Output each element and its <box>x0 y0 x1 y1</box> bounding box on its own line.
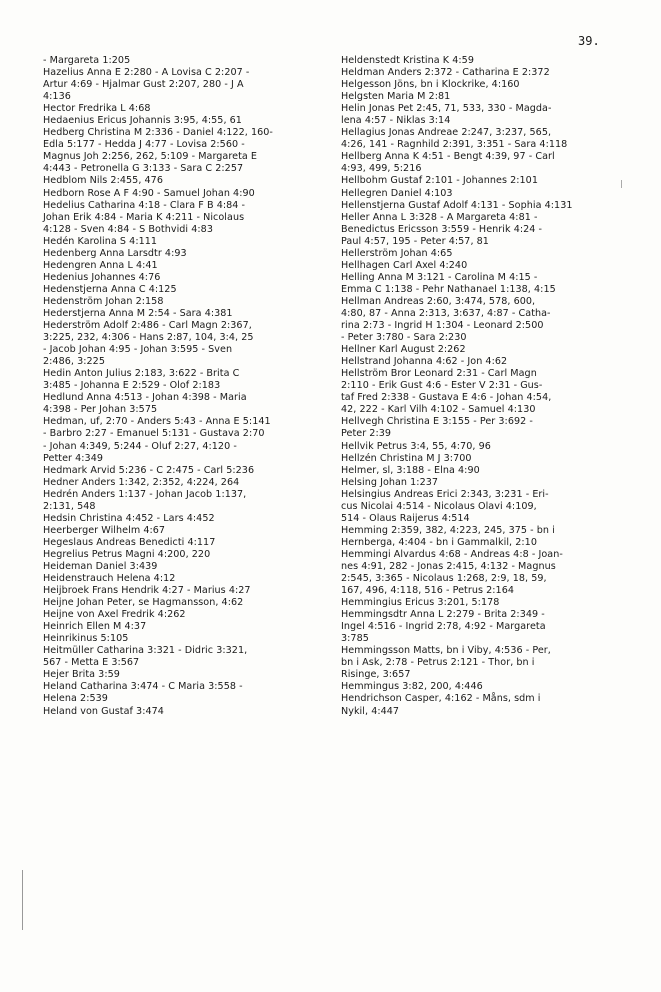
index-line: Heijne Johan Peter, se Hagmansson, 4:62 <box>43 597 244 609</box>
index-line: Hedsin Christina 4:452 - Lars 4:452 <box>43 512 215 524</box>
index-line: Hedrén Anders 1:137 - Johan Jacob 1:137, <box>43 488 247 500</box>
index-line: Heldman Anders 2:372 - Catharina E 2:372 <box>341 67 550 79</box>
index-line: Helsing Johan 1:237 <box>341 476 439 488</box>
index-line: 2:486, 3:225 <box>43 356 105 368</box>
index-line: 4:136 <box>43 91 71 103</box>
index-line: Hellvik Petrus 3:4, 55, 4:70, 96 <box>341 440 491 452</box>
index-line: Emma C 1:138 - Pehr Nathanael 1:138, 4:15 <box>341 283 556 295</box>
index-line: Hedner Anders 1:342, 2:352, 4:224, 264 <box>43 476 240 488</box>
index-line: Helsingius Andreas Erici 2:343, 3:231 - Eri- <box>341 488 549 500</box>
index-line: 514 - Olaus Raijerus 4:514 <box>341 512 470 524</box>
index-line: Hedenius Johannes 4:76 <box>43 271 161 283</box>
index-line: Nykil, 4:447 <box>341 705 400 717</box>
index-line: Hedaenius Ericus Johannis 3:95, 4:55, 61 <box>43 115 242 127</box>
index-line: 3:785 <box>341 633 369 645</box>
index-line: 4:80, 87 - Anna 2:313, 3:637, 4:87 - Catha- <box>341 307 551 319</box>
index-line: 42, 222 - Karl Vilh 4:102 - Samuel 4:130 <box>341 404 536 416</box>
index-line: Hemmingsson Matts, bn i Viby, 4:536 - Per, <box>341 645 551 657</box>
index-line: Hector Fredrika L 4:68 <box>43 103 151 115</box>
index-line: Risinge, 3:657 <box>341 669 411 681</box>
index-line: Hellerström Johan 4:65 <box>341 247 453 259</box>
index-line: Heland von Gustaf 3:474 <box>43 705 164 717</box>
index-line: Heland Catharina 3:474 - C Maria 3:558 - <box>43 681 243 693</box>
index-line: Ingel 4:516 - Ingrid 2:78, 4:92 - Margareta <box>341 621 546 633</box>
index-line: Hellner Karl August 2:262 <box>341 344 466 356</box>
index-line: 2:110 - Erik Gust 4:6 - Ester V 2:31 - Gus- <box>341 380 543 392</box>
index-line: Artur 4:69 - Hjalmar Gust 2:207, 280 - J A <box>43 79 244 91</box>
index-line: Hedengren Anna L 4:41 <box>43 259 158 271</box>
index-line: Hellagius Jonas Andreae 2:247, 3:237, 565, <box>341 127 552 139</box>
index-line: Hemmingi Alvardus 4:68 - Andreas 4:8 - Joan- <box>341 548 563 560</box>
index-line: Hemming 2:359, 382, 4:223, 245, 375 - bn i <box>341 524 555 536</box>
index-line: Helgsten Maria M 2:81 <box>341 91 451 103</box>
index-line: Hedlund Anna 4:513 - Johan 4:398 - Maria <box>43 392 247 404</box>
page-number: 39. <box>578 34 600 48</box>
index-line: Paul 4:57, 195 - Peter 4:57, 81 <box>341 235 489 247</box>
index-line: Hellbohm Gustaf 2:101 - Johannes 2:101 <box>341 175 538 187</box>
index-line: Hellzén Christina M J 3:700 <box>341 452 472 464</box>
index-line: Hedin Anton Julius 2:183, 3:622 - Brita C <box>43 368 240 380</box>
index-line: Hedborn Rose A F 4:90 - Samuel Johan 4:90 <box>43 187 255 199</box>
index-line: Hederstjerna Anna M 2:54 - Sara 4:381 <box>43 307 233 319</box>
index-line: Hedberg Christina M 2:336 - Daniel 4:122, 160- <box>43 127 273 139</box>
index-line: Hedblom Nils 2:455, 476 <box>43 175 163 187</box>
index-line: Hedenstjerna Anna C 4:125 <box>43 283 177 295</box>
left-index-column <box>43 55 321 718</box>
index-line: Heldenstedt Kristina K 4:59 <box>341 55 474 66</box>
index-line: Hellhagen Carl Axel 4:240 <box>341 259 468 271</box>
index-line: Hemmingus 3:82, 200, 4:446 <box>341 681 483 693</box>
index-line: - Margareta 1:205 <box>43 55 131 66</box>
index-line: Heijbroek Frans Hendrik 4:27 - Marius 4:27 <box>43 585 251 597</box>
index-line: Hellstrand Johanna 4:62 - Jon 4:62 <box>341 356 508 368</box>
index-line: Hemmingius Ericus 3:201, 5:178 <box>341 597 500 609</box>
index-line: lena 4:57 - Niklas 3:14 <box>341 115 451 127</box>
index-line: Johan Erik 4:84 - Maria K 4:211 - Nicolaus <box>43 211 245 223</box>
index-line: nes 4:91, 282 - Jonas 2:415, 4:132 - Magnus <box>341 560 556 572</box>
index-line: 2:545, 3:365 - Nicolaus 1:268, 2:9, 18, 59, <box>341 573 547 585</box>
index-line: Hellström Bror Leonard 2:31 - Carl Magn <box>341 368 537 380</box>
index-line: Hegeslaus Andreas Benedicti 4:117 <box>43 536 216 548</box>
index-line: Hejer Brita 3:59 <box>43 669 120 681</box>
index-line: Hellman Andreas 2:60, 3:474, 578, 600, <box>341 295 536 307</box>
index-line: taf Fred 2:338 - Gustava E 4:6 - Johan 4:54, <box>341 392 552 404</box>
index-line: Hellvegh Christina E 3:155 - Per 3:692 - <box>341 416 533 428</box>
index-line: Petter 4:349 <box>43 452 104 464</box>
index-line: 3:225, 232, 4:306 - Hans 2:87, 104, 3:4, 25 <box>43 332 254 344</box>
index-line: Heidenstrauch Helena 4:12 <box>43 573 176 585</box>
index-line: 4:93, 499, 5:216 <box>341 163 422 175</box>
index-line: Hedenberg Anna Larsdtr 4:93 <box>43 247 187 259</box>
index-line: Hellegren Daniel 4:103 <box>341 187 453 199</box>
index-line: 567 - Metta E 3:567 <box>43 657 140 669</box>
index-line: Hedelius Catharina 4:18 - Clara F B 4:84 - <box>43 199 246 211</box>
index-line: Heitmüller Catharina 3:321 - Didric 3:321, <box>43 645 248 657</box>
index-line: Hederström Adolf 2:486 - Carl Magn 2:367, <box>43 320 252 332</box>
index-line: - Barbro 2:27 - Emanuel 5:131 - Gustava 2:70 <box>43 428 265 440</box>
index-line: Heerberger Wilhelm 4:67 <box>43 524 166 536</box>
index-line: Hedén Karolina S 4:111 <box>43 235 158 247</box>
index-line: Heinrich Ellen M 4:37 <box>43 621 147 633</box>
index-line: Magnus Joh 2:256, 262, 5:109 - Margareta E <box>43 151 258 163</box>
index-line: Benedictus Ericsson 3:559 - Henrik 4:24 - <box>341 223 543 235</box>
index-line: Helmer, sl, 3:188 - Elna 4:90 <box>341 464 480 476</box>
index-line: Heideman Daniel 3:439 <box>43 560 158 572</box>
index-line: Hegrelius Petrus Magni 4:200, 220 <box>43 548 211 560</box>
index-line: Hedman, uf, 2:70 - Anders 5:43 - Anna E 5:141 <box>43 416 271 428</box>
index-line: Helgesson Jöns, bn i Klockrike, 4:160 <box>341 79 520 91</box>
index-line: 4:26, 141 - Ragnhild 2:391, 3:351 - Sara 4:118 <box>341 139 568 151</box>
index-line: Hellberg Anna K 4:51 - Bengt 4:39, 97 - Carl <box>341 151 555 163</box>
index-line: Helena 2:539 <box>43 693 108 705</box>
index-line: 4:398 - Per Johan 3:575 <box>43 404 158 416</box>
index-line: Hernberga, 4:404 - bn i Gammalkil, 2:10 <box>341 536 537 548</box>
index-line: Hemmingsdtr Anna L 2:279 - Brita 2:349 - <box>341 609 545 621</box>
index-line: 2:131, 548 <box>43 500 96 512</box>
index-line: Heinrikinus 5:105 <box>43 633 129 645</box>
index-line: 4:128 - Sven 4:84 - S Bothvidi 4:83 <box>43 223 213 235</box>
index-line: Helin Jonas Pet 2:45, 71, 533, 330 - Magda- <box>341 103 552 115</box>
index-line: 3:485 - Johanna E 2:529 - Olof 2:183 <box>43 380 221 392</box>
index-line: Hedenström Johan 2:158 <box>43 295 164 307</box>
index-line: Edla 5:177 - Hedda J 4:77 - Lovisa 2:560 - <box>43 139 245 151</box>
index-line: 4:443 - Petronella G 3:133 - Sara C 2:257 <box>43 163 244 175</box>
index-line: - Peter 3:780 - Sara 2:230 <box>341 332 467 344</box>
index-line: - Jacob Johan 4:95 - Johan 3:595 - Sven <box>43 344 233 356</box>
index-line: Heijne von Axel Fredrik 4:262 <box>43 609 186 621</box>
index-line: Hellenstjerna Gustaf Adolf 4:131 - Sophia 4:131 <box>341 199 573 211</box>
index-line: - Johan 4:349, 5:244 - Oluf 2:27, 4:120 - <box>43 440 237 452</box>
index-line: bn i Ask, 2:78 - Petrus 2:121 - Thor, bn i <box>341 657 535 669</box>
index-line: cus Nicolai 4:514 - Nicolaus Olavi 4:109, <box>341 500 537 512</box>
scan-margin-mark <box>22 870 23 930</box>
index-line: Hendrichson Casper, 4:162 - Måns, sdm i <box>341 693 541 705</box>
index-line: rina 2:73 - Ingrid H 1:304 - Leonard 2:500 <box>341 320 544 332</box>
index-line: Hedmark Arvid 5:236 - C 2:475 - Carl 5:236 <box>43 464 255 476</box>
index-line: Helling Anna M 3:121 - Carolina M 4:15 - <box>341 271 538 283</box>
index-line: Hazelius Anna E 2:280 - A Lovisa C 2:207 - <box>43 67 250 79</box>
index-line: Heller Anna L 3:328 - A Margareta 4:81 - <box>341 211 538 223</box>
index-line: 167, 496, 4:118, 516 - Petrus 2:164 <box>341 585 515 597</box>
index-line: Peter 2:39 <box>341 428 392 440</box>
right-index-column <box>341 55 619 718</box>
